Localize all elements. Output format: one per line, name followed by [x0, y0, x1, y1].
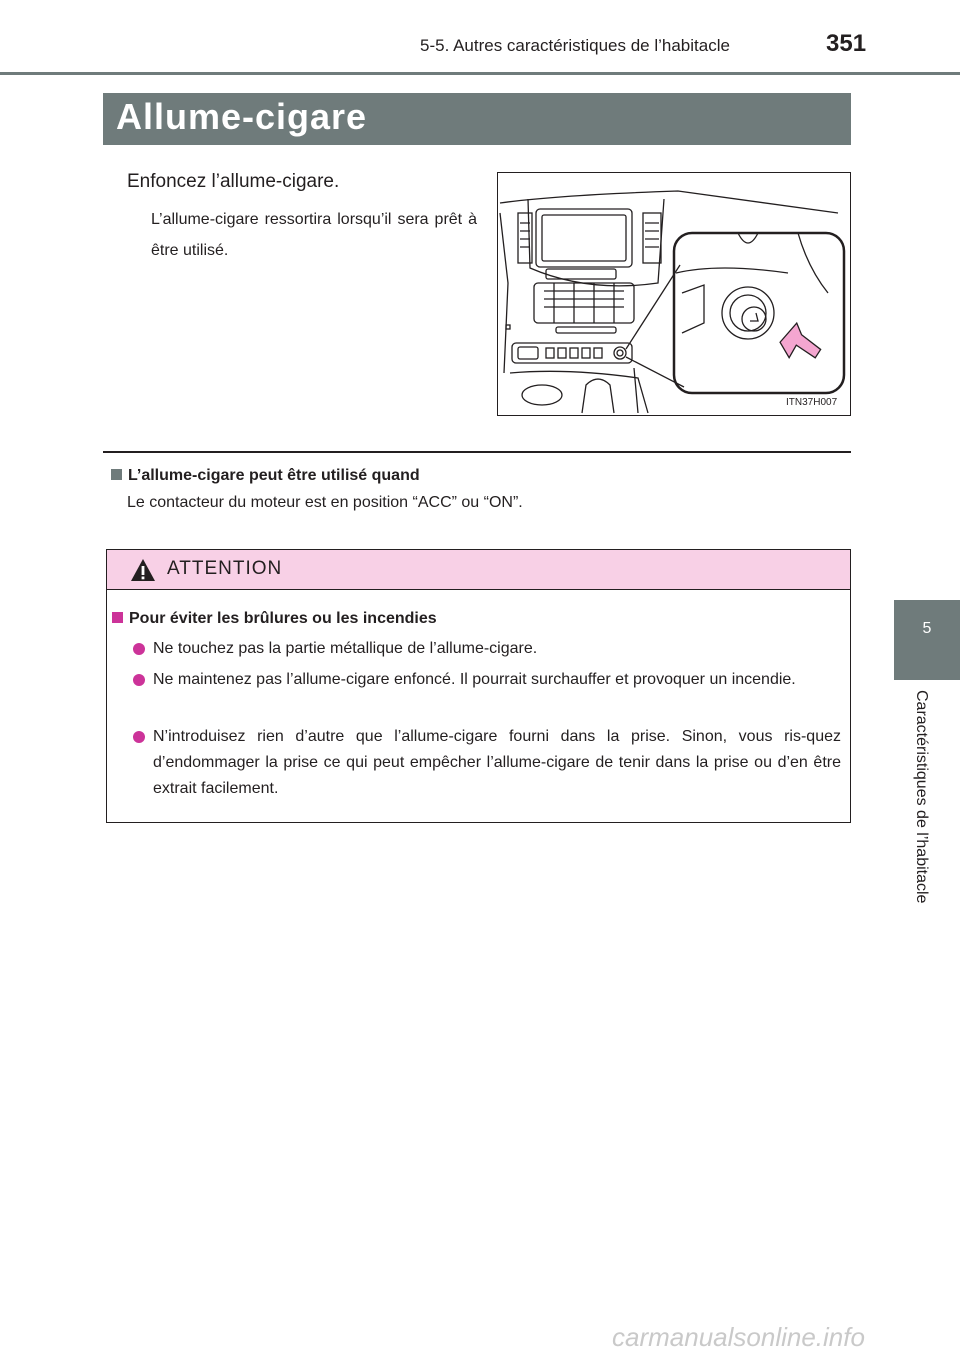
page-title: Allume-cigare	[116, 96, 368, 137]
attention-bullet	[133, 724, 841, 802]
bullet-dot-icon	[133, 643, 145, 655]
figure-label: ITN37H007	[786, 397, 838, 408]
bullet-dot-icon	[133, 731, 145, 743]
step-description: L’allume-cigare ressortira lorsqu’il sera prêt à être utilisé.	[151, 211, 477, 259]
square-bullet-icon	[111, 469, 122, 480]
note-body: Le contacteur du moteur est en position “ACC” ou “ON”.	[127, 494, 523, 511]
bullet-dot-icon	[133, 674, 145, 686]
attention-title: ATTENTION	[167, 558, 283, 579]
page-number: 351	[826, 30, 867, 57]
square-bullet-icon	[112, 612, 123, 623]
attention-bullet-text: Ne maintenez pas l’allume-cigare enfoncé. Il pourrait surchauffer et provoquer un incendie.	[153, 671, 796, 688]
chapter-number: 5	[922, 620, 932, 637]
dashboard-illustration	[497, 172, 851, 416]
attention-bullet	[133, 667, 841, 693]
watermark: carmanualsonline.info	[612, 1322, 865, 1352]
step-instruction: Enfoncez l’allume-cigare.	[127, 171, 340, 192]
warning-icon	[130, 558, 156, 587]
attention-bullet-text: Ne touchez pas la partie métallique de l’allume-cigare.	[153, 640, 538, 657]
cigarette-lighter-illustration	[498, 173, 849, 414]
attention-bullet	[133, 636, 841, 662]
chapter-label: Caractéristiques de l’habitacle	[913, 690, 930, 904]
section-divider	[103, 451, 851, 453]
header-rule	[0, 72, 960, 75]
section-header: 5-5. Autres caractéristiques de l’habitacle	[420, 36, 730, 55]
note-heading	[111, 467, 420, 485]
attention-subheading	[112, 610, 437, 628]
attention-subheading-text: Pour éviter les brûlures ou les incendies	[129, 610, 437, 627]
note-heading-text: L’allume-cigare peut être utilisé quand	[128, 467, 420, 484]
chapter-tab	[894, 600, 960, 680]
attention-bullet-text: N’introduisez rien d’autre que l’allume-cigare fourni dans la prise. Sinon, vous ris-quez d’endommager la prise ce qui peut empêcher l’allume-cigare de tenir dans la prise ou d’en être extrait facilement.	[153, 728, 841, 797]
